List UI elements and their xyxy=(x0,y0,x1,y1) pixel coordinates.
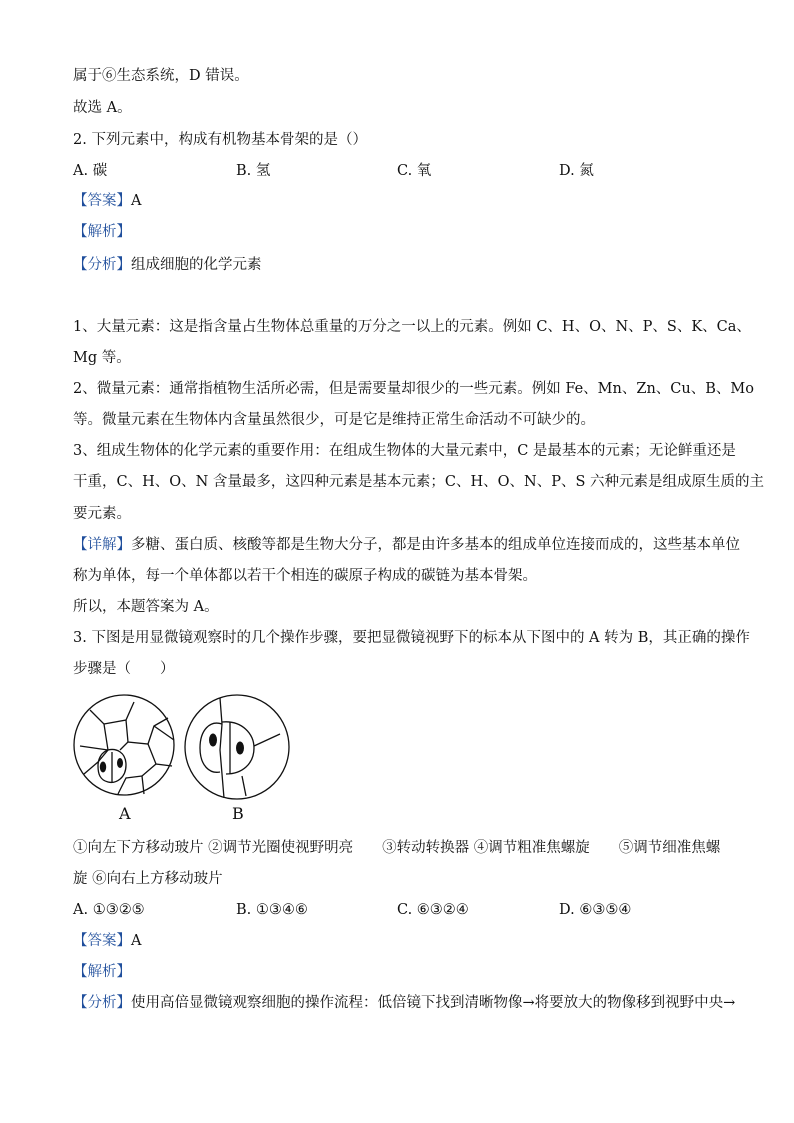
text-line: 所以，本题答案为 A。 xyxy=(73,599,219,615)
cell-wall xyxy=(254,734,280,746)
cell-wall xyxy=(104,702,134,724)
guard-cell-left xyxy=(200,723,222,772)
nucleus xyxy=(209,734,217,747)
xiangjie-text: 多糖、蛋白质、核酸等都是生物大分子，都是由许多基本的组成单位连接而成的，这些基本单位 xyxy=(131,537,740,553)
text-line: 等。微量元素在生物体内含量虽然很少，可是它是维持正常生命活动不可缺少的。 xyxy=(73,412,595,428)
fenxi-text: 使用高倍显微镜观察细胞的操作流程：低倍镜下找到清晰物像→将要放大的物像移到视野中央→ xyxy=(131,995,736,1011)
q2-option-b: B. 氢 xyxy=(236,163,271,179)
text-line: 2、微量元素：通常指植物生活所必需，但是需要量却很少的一些元素。例如 Fe、Mn、Zn、Cu、B、Mo xyxy=(73,381,754,397)
text-line: 故选 A。 xyxy=(73,100,132,116)
cell-wall xyxy=(80,746,108,750)
figure-label-a: A xyxy=(119,804,131,823)
q2-jiexi-tag: 【解析】 xyxy=(73,224,131,240)
text-line: Mg 等。 xyxy=(73,350,131,366)
text-line: 称为单体，每一个单体都以若干个相连的碳原子构成的碳链为基本骨架。 xyxy=(73,568,537,584)
cell-wall xyxy=(242,776,246,796)
xiangjie xyxy=(73,535,740,555)
q3-fenxi xyxy=(73,993,736,1013)
q3-option-d: D. ⑥③⑤④ xyxy=(559,902,632,918)
q3-jiexi-tag: 【解析】 xyxy=(73,964,131,980)
q2-option-a: A. 碳 xyxy=(73,163,108,179)
cell-wall xyxy=(118,776,142,794)
microscope-fields-svg xyxy=(70,690,300,830)
answer-value: A xyxy=(131,933,142,949)
nucleus xyxy=(100,762,106,773)
q3-option-c: C. ⑥③②④ xyxy=(397,902,469,918)
q2-options xyxy=(73,161,723,181)
text-line: 1、大量元素：这是指含量占生物体总重量的万分之一以上的元素。例如 C、H、O、N、P、S、K、Ca、 xyxy=(73,319,751,335)
question-3: 3. 下图是用显微镜观察时的几个操作步骤，要把显微镜视野下的标本从下图中的 A 转为 B，其正确的操作 xyxy=(73,630,750,646)
cell-wall xyxy=(84,762,98,774)
text-line: 干重，C、H、O、N 含量最多，这四种元素是基本元素；C、H、O、N、P、S 六种元素是组成原生质的主 xyxy=(73,474,765,490)
fenxi-tag: 【分析】 xyxy=(73,995,131,1011)
text-line: 步骤是（ ） xyxy=(73,661,175,677)
q3-option-b: B. ①③④⑥ xyxy=(236,902,308,918)
fenxi-text: 组成细胞的化学元素 xyxy=(131,257,262,273)
steps-line: ①向左下方移动玻片 ②调节光圈使视野明亮 ③转动转换器 ④调节粗准焦螺旋 ⑤调节细准焦螺 xyxy=(73,840,721,856)
q3-option-a: A. ①③②⑤ xyxy=(73,902,145,918)
xiangjie-tag: 【详解】 xyxy=(73,537,131,553)
answer-value: A xyxy=(131,193,142,209)
text-line: 3、组成生物体的化学元素的重要作用：在组成生物体的大量元素中，C 是最基本的元素；无论鲜重还是 xyxy=(73,443,736,459)
microscope-figure xyxy=(70,690,300,830)
cell-wall xyxy=(148,744,172,766)
cell-wall xyxy=(142,764,156,794)
nucleus xyxy=(236,742,244,755)
figure-label-b: B xyxy=(232,804,244,823)
nucleus xyxy=(117,758,123,768)
fenxi-tag: 【分析】 xyxy=(73,257,131,273)
cell-wall xyxy=(120,742,128,750)
q3-answer xyxy=(73,931,723,951)
steps-line: 旋 ⑥向右上方移动玻片 xyxy=(73,871,223,887)
q3-options xyxy=(73,900,723,920)
q2-option-d: D. 氮 xyxy=(559,163,594,179)
cell-wall xyxy=(90,710,108,762)
cell-wall xyxy=(220,698,224,798)
q2-answer xyxy=(73,191,723,211)
question-2: 2. 下列元素中，构成有机物基本骨架的是（） xyxy=(73,132,367,148)
field-a-circle xyxy=(74,695,174,795)
text-line: 要元素。 xyxy=(73,506,131,522)
text-line: 属于⑥生态系统，D 错误。 xyxy=(73,68,249,84)
answer-tag: 【答案】 xyxy=(73,193,131,209)
q2-fenxi xyxy=(73,255,723,275)
answer-tag: 【答案】 xyxy=(73,933,131,949)
q2-option-c: C. 氧 xyxy=(397,163,432,179)
